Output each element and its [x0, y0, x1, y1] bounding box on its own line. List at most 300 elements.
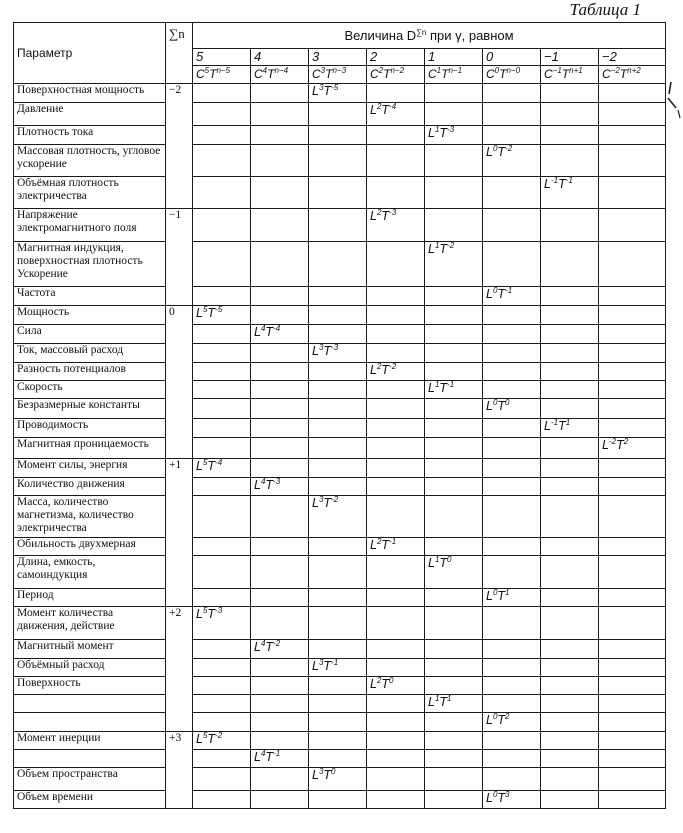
empty-cell	[251, 381, 309, 399]
empty-cell	[483, 381, 541, 399]
empty-cell	[599, 695, 666, 713]
ct-t-symbol: T	[619, 67, 628, 81]
parameter-cell: Ток, массовый расход	[14, 344, 166, 363]
empty-cell	[367, 381, 425, 399]
dimension-value-cell	[309, 659, 367, 677]
dimension-value-cell	[251, 640, 309, 659]
parameter-cell: Обильность двухмерная	[14, 538, 166, 556]
l-symbol: L	[254, 640, 261, 654]
empty-cell	[483, 242, 541, 287]
ct-header-4	[425, 66, 483, 84]
l-symbol: L	[312, 659, 319, 673]
parameter-cell: Магнитный момент	[14, 640, 166, 659]
empty-cell	[425, 750, 483, 768]
empty-cell	[309, 459, 367, 478]
l-symbol: L	[370, 363, 377, 377]
l-exponent: 2	[376, 208, 382, 217]
empty-cell	[367, 478, 425, 496]
table-row	[14, 478, 666, 496]
empty-cell	[309, 713, 367, 732]
table-row	[14, 438, 666, 459]
empty-cell	[367, 177, 425, 209]
t-symbol: T	[497, 287, 506, 301]
empty-cell	[599, 677, 666, 695]
table-row	[14, 791, 666, 809]
empty-cell	[193, 126, 251, 145]
t-symbol: T	[439, 242, 448, 256]
l-exponent: -1	[550, 176, 559, 185]
t-exponent: -2	[215, 731, 223, 740]
empty-cell	[251, 126, 309, 145]
dimension-value-cell	[483, 589, 541, 607]
parameter-cell	[14, 713, 166, 732]
t-symbol: T	[207, 306, 216, 320]
empty-cell	[541, 325, 599, 344]
table-row	[14, 713, 666, 732]
l-symbol: L	[196, 607, 203, 621]
ct-c-symbol: C	[602, 67, 611, 81]
empty-cell	[541, 459, 599, 478]
empty-cell	[367, 344, 425, 363]
empty-cell	[483, 325, 541, 344]
table-row	[14, 640, 666, 659]
l-exponent: 5	[202, 305, 208, 314]
empty-cell	[483, 496, 541, 538]
t-symbol: T	[439, 695, 448, 709]
l-symbol: L	[486, 791, 493, 805]
dimension-value-cell	[193, 459, 251, 478]
empty-cell	[541, 695, 599, 713]
table-row	[14, 325, 666, 344]
empty-cell	[367, 399, 425, 419]
ct-t-exponent: n−1	[448, 66, 463, 75]
parameter-cell: Магнитная проницаемость	[14, 438, 166, 459]
empty-cell	[193, 103, 251, 126]
empty-cell	[599, 750, 666, 768]
empty-cell	[599, 496, 666, 538]
empty-cell	[251, 496, 309, 538]
ct-c-exponent: 2	[378, 66, 384, 75]
l-symbol: L	[254, 325, 261, 339]
empty-cell	[309, 306, 367, 325]
dimension-value-cell	[541, 419, 599, 438]
table-row	[14, 556, 666, 589]
empty-cell	[367, 438, 425, 459]
parameter-cell: Сила	[14, 325, 166, 344]
empty-cell	[425, 607, 483, 640]
t-exponent: 0	[505, 398, 510, 407]
empty-cell	[483, 538, 541, 556]
empty-cell	[251, 306, 309, 325]
empty-cell	[367, 607, 425, 640]
empty-cell	[483, 177, 541, 209]
parameter-cell: Скорость	[14, 381, 166, 399]
t-exponent: 2	[505, 712, 510, 721]
empty-cell	[425, 478, 483, 496]
table-row	[14, 103, 666, 126]
l-symbol: L	[370, 538, 377, 552]
ct-c-symbol: C	[196, 67, 205, 81]
ct-t-symbol: T	[325, 67, 333, 81]
table-row	[14, 209, 666, 242]
t-exponent: -2	[505, 144, 513, 153]
l-exponent: 0	[492, 398, 498, 407]
empty-cell	[483, 768, 541, 791]
sum-n-cell: +1	[166, 459, 193, 607]
empty-cell	[193, 478, 251, 496]
empty-cell	[541, 640, 599, 659]
t-symbol: T	[616, 438, 624, 452]
ct-c-symbol: C	[428, 67, 437, 81]
gamma-header-4: 1	[425, 49, 483, 66]
empty-cell	[483, 732, 541, 750]
table-row	[14, 287, 666, 306]
parameter-cell: Массовая плотность, угловое ускорение	[14, 145, 166, 177]
empty-cell	[309, 399, 367, 419]
l-symbol: L	[486, 713, 493, 727]
empty-cell	[193, 84, 251, 103]
gamma-header-7: −2	[599, 49, 666, 66]
t-symbol: T	[497, 589, 506, 603]
gamma-header-1: 4	[251, 49, 309, 66]
l-exponent: 1	[434, 125, 440, 134]
empty-cell	[193, 287, 251, 306]
empty-cell	[483, 677, 541, 695]
dimension-value-cell	[599, 438, 666, 459]
l-symbol: L	[486, 287, 493, 301]
t-exponent: -2	[389, 362, 397, 371]
table-row	[14, 750, 666, 768]
empty-cell	[483, 695, 541, 713]
table-row	[14, 459, 666, 478]
empty-cell	[425, 325, 483, 344]
t-symbol: T	[207, 732, 216, 746]
ct-t-exponent: n−4	[274, 66, 289, 75]
l-exponent: 1	[434, 241, 440, 250]
empty-cell	[425, 399, 483, 419]
t-exponent: -3	[215, 606, 223, 615]
empty-cell	[309, 556, 367, 589]
dimension-value-cell	[309, 84, 367, 103]
empty-cell	[483, 607, 541, 640]
empty-cell	[367, 695, 425, 713]
table-row	[14, 242, 666, 287]
l-symbol: L	[428, 126, 435, 140]
empty-cell	[309, 438, 367, 459]
l-exponent: 3	[318, 767, 324, 776]
parameter-cell: Объем времени	[14, 791, 166, 809]
empty-cell	[309, 607, 367, 640]
empty-cell	[309, 287, 367, 306]
empty-cell	[483, 556, 541, 589]
ct-t-exponent: n+2	[627, 66, 641, 75]
ct-header-1	[251, 66, 309, 84]
l-exponent: 1	[434, 380, 440, 389]
t-exponent: 0	[331, 767, 336, 776]
empty-cell	[251, 145, 309, 177]
table-row	[14, 177, 666, 209]
ct-t-exponent: n−2	[390, 66, 405, 75]
empty-cell	[193, 677, 251, 695]
table-row	[14, 363, 666, 381]
parameter-cell: Безразмерные константы	[14, 399, 166, 419]
gamma-header-6: −1	[541, 49, 599, 66]
l-exponent: 0	[492, 588, 498, 597]
dimension-value-cell	[483, 145, 541, 177]
l-exponent: 2	[376, 537, 382, 546]
empty-cell	[425, 363, 483, 381]
table-caption: Таблица 1	[569, 0, 641, 19]
dimension-value-cell	[483, 713, 541, 732]
table-row	[14, 677, 666, 695]
empty-cell	[309, 419, 367, 438]
empty-cell	[599, 607, 666, 640]
l-symbol: L	[312, 496, 319, 510]
ct-c-symbol: C	[312, 67, 321, 81]
empty-cell	[193, 695, 251, 713]
dimension-value-cell	[483, 287, 541, 306]
l-symbol: L	[370, 209, 377, 223]
empty-cell	[251, 419, 309, 438]
l-exponent: -1	[550, 418, 559, 427]
empty-cell	[309, 363, 367, 381]
t-symbol: T	[323, 768, 332, 782]
l-symbol: L	[196, 306, 203, 320]
gamma-header-0: 5	[193, 49, 251, 66]
l-symbol: L	[486, 145, 493, 159]
table-row	[14, 659, 666, 677]
table-row	[14, 419, 666, 438]
empty-cell	[425, 768, 483, 791]
empty-cell	[541, 126, 599, 145]
l-exponent: 3	[318, 495, 324, 504]
empty-cell	[541, 478, 599, 496]
ct-header-7	[599, 66, 666, 84]
empty-cell	[599, 399, 666, 419]
empty-cell	[367, 750, 425, 768]
empty-cell	[541, 496, 599, 538]
empty-cell	[599, 84, 666, 103]
t-symbol: T	[439, 556, 448, 570]
dimension-value-cell	[309, 768, 367, 791]
table-row	[14, 399, 666, 419]
t-symbol: T	[497, 791, 506, 805]
empty-cell	[599, 768, 666, 791]
l-symbol: L	[428, 242, 435, 256]
empty-cell	[541, 242, 599, 287]
empty-cell	[425, 103, 483, 126]
empty-cell	[367, 556, 425, 589]
header-quantity-sup: ∑n	[416, 28, 427, 37]
ct-t-symbol: T	[499, 67, 507, 81]
empty-cell	[425, 145, 483, 177]
l-exponent: 0	[492, 144, 498, 153]
l-exponent: 3	[318, 343, 324, 352]
t-symbol: T	[381, 103, 390, 117]
empty-cell	[309, 209, 367, 242]
empty-cell	[251, 768, 309, 791]
empty-cell	[367, 242, 425, 287]
empty-cell	[599, 209, 666, 242]
l-symbol: L	[196, 732, 203, 746]
empty-cell	[425, 419, 483, 438]
t-symbol: T	[323, 659, 332, 673]
ct-t-symbol: T	[383, 67, 391, 81]
empty-cell	[599, 242, 666, 287]
empty-cell	[309, 145, 367, 177]
parameter-cell: Частота	[14, 287, 166, 306]
empty-cell	[251, 103, 309, 126]
empty-cell	[309, 750, 367, 768]
dimension-value-cell	[425, 126, 483, 145]
parameter-cell: Объем пространства	[14, 768, 166, 791]
parameter-cell: Разность потенциалов	[14, 363, 166, 381]
table-row	[14, 538, 666, 556]
empty-cell	[541, 103, 599, 126]
empty-cell	[483, 478, 541, 496]
t-exponent: -3	[447, 125, 455, 134]
empty-cell	[425, 438, 483, 459]
t-symbol: T	[381, 209, 390, 223]
ct-c-exponent: 3	[320, 66, 326, 75]
parameter-cell: Объёмная плотность электричества	[14, 177, 166, 209]
dimension-value-cell	[367, 209, 425, 242]
t-exponent: -2	[331, 495, 339, 504]
empty-cell	[541, 768, 599, 791]
table-row	[14, 768, 666, 791]
t-symbol: T	[497, 713, 506, 727]
empty-cell	[193, 538, 251, 556]
l-symbol: L	[486, 589, 493, 603]
empty-cell	[193, 556, 251, 589]
empty-cell	[599, 325, 666, 344]
empty-cell	[251, 791, 309, 809]
parameter-cell: Момент силы, энергия	[14, 459, 166, 478]
t-exponent: 1	[505, 588, 510, 597]
empty-cell	[193, 713, 251, 732]
empty-cell	[599, 538, 666, 556]
empty-cell	[483, 419, 541, 438]
empty-cell	[541, 399, 599, 419]
ct-t-exponent: n+1	[569, 66, 583, 75]
parameter-cell: Поверхность	[14, 677, 166, 695]
ct-t-symbol: T	[441, 67, 449, 81]
t-exponent: 1	[447, 694, 452, 703]
dimension-value-cell	[367, 103, 425, 126]
t-exponent: -4	[389, 102, 397, 111]
empty-cell	[425, 791, 483, 809]
dimension-value-cell	[483, 399, 541, 419]
t-exponent: -5	[331, 83, 339, 92]
dimension-value-cell	[483, 791, 541, 809]
l-exponent: 0	[492, 286, 498, 295]
t-symbol: T	[323, 344, 332, 358]
t-symbol: T	[558, 177, 566, 191]
l-symbol: L	[254, 478, 261, 492]
t-exponent: -1	[447, 380, 455, 389]
empty-cell	[251, 732, 309, 750]
dimension-value-cell	[425, 695, 483, 713]
empty-cell	[425, 640, 483, 659]
table-row	[14, 589, 666, 607]
l-exponent: 2	[376, 676, 382, 685]
empty-cell	[367, 459, 425, 478]
l-exponent: 4	[260, 324, 266, 333]
empty-cell	[599, 791, 666, 809]
l-symbol: L	[602, 438, 609, 452]
table-row	[14, 126, 666, 145]
t-symbol: T	[323, 496, 332, 510]
dimension-value-cell	[425, 556, 483, 589]
empty-cell	[367, 126, 425, 145]
empty-cell	[193, 750, 251, 768]
t-exponent: -4	[273, 324, 281, 333]
empty-cell	[309, 242, 367, 287]
ct-t-exponent: n−5	[216, 66, 231, 75]
ct-t-exponent: n−0	[506, 66, 521, 75]
l-exponent: 1	[434, 694, 440, 703]
empty-cell	[193, 768, 251, 791]
t-symbol: T	[381, 677, 390, 691]
empty-cell	[193, 399, 251, 419]
empty-cell	[367, 659, 425, 677]
empty-cell	[425, 344, 483, 363]
l-symbol: L	[370, 677, 377, 691]
sum-n-cell: 0	[166, 306, 193, 459]
empty-cell	[599, 459, 666, 478]
empty-cell	[541, 713, 599, 732]
ct-t-symbol: T	[561, 67, 570, 81]
table-row	[14, 145, 666, 177]
empty-cell	[193, 344, 251, 363]
ct-header-2	[309, 66, 367, 84]
table-row	[14, 84, 666, 103]
empty-cell	[251, 695, 309, 713]
empty-cell	[193, 145, 251, 177]
l-symbol: L	[196, 459, 203, 473]
empty-cell	[541, 363, 599, 381]
t-exponent: 0	[389, 676, 394, 685]
empty-cell	[483, 459, 541, 478]
empty-cell	[541, 145, 599, 177]
t-exponent: -2	[273, 639, 281, 648]
empty-cell	[251, 287, 309, 306]
parameter-cell: Длина, емкость, самоиндукция	[14, 556, 166, 589]
empty-cell	[425, 713, 483, 732]
parameter-cell: Плотность тока	[14, 126, 166, 145]
empty-cell	[425, 677, 483, 695]
l-symbol: L	[544, 177, 551, 191]
gamma-header-2: 3	[309, 49, 367, 66]
empty-cell	[367, 768, 425, 791]
t-symbol: T	[497, 399, 506, 413]
empty-cell	[541, 287, 599, 306]
empty-cell	[309, 538, 367, 556]
empty-cell	[599, 640, 666, 659]
empty-cell	[367, 419, 425, 438]
empty-cell	[541, 607, 599, 640]
empty-cell	[193, 242, 251, 287]
empty-cell	[367, 287, 425, 306]
empty-cell	[541, 589, 599, 607]
empty-cell	[367, 732, 425, 750]
table-row	[14, 381, 666, 399]
empty-cell	[425, 84, 483, 103]
ct-c-exponent: 1	[436, 66, 442, 75]
empty-cell	[251, 177, 309, 209]
t-symbol: T	[265, 325, 274, 339]
parameter-cell: Магнитная индукция, поверхностная плотность Ускорение	[14, 242, 166, 287]
